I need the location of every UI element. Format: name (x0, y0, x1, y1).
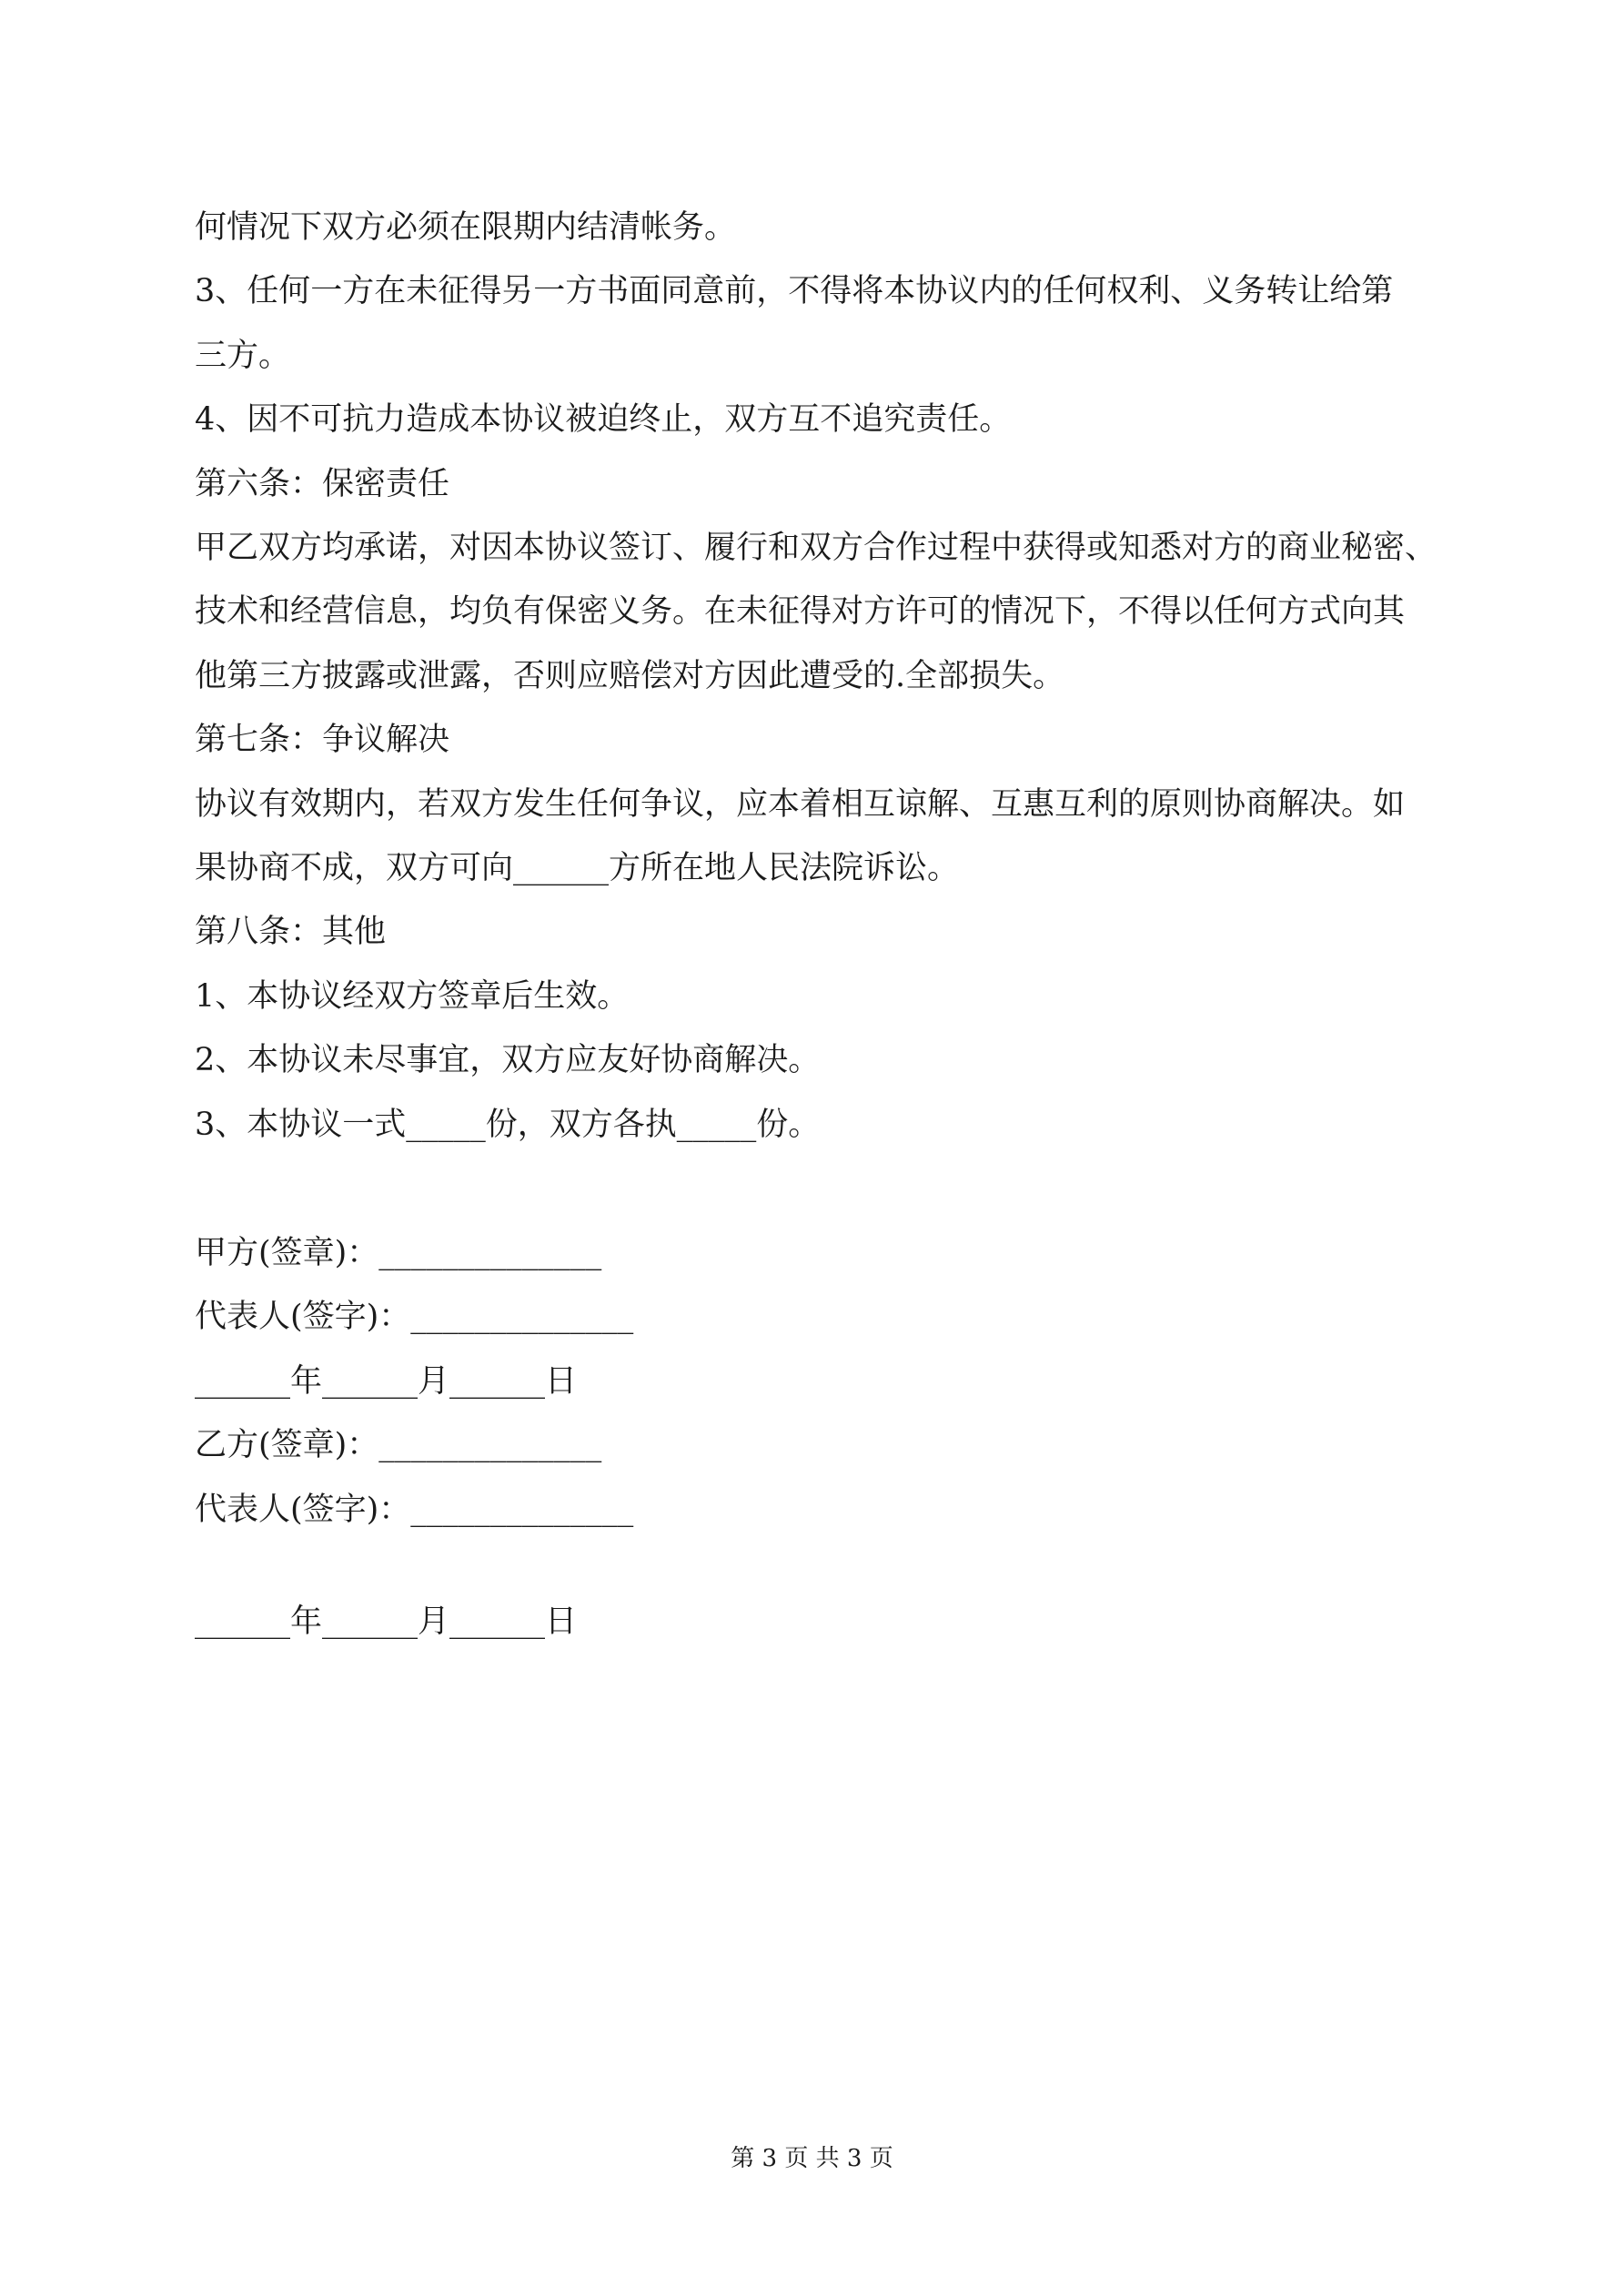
section-heading: 第八条：其他 (195, 914, 387, 950)
date-line-b: ______年______月______日 (195, 1603, 578, 1640)
signature-line-party-a: 甲方(签章)：______________ (195, 1235, 602, 1271)
date-line-a: ______年______月______日 (195, 1363, 578, 1400)
signature-line-representative-a: 代表人(签字)：______________ (195, 1299, 634, 1335)
paragraph-line: 果协商不成，双方可向______方所在地人民法院诉讼。 (195, 850, 960, 886)
paragraph-line: 技术和经营信息，均负有保密义务。在未征得对方许可的情况下，不得以任何方式向其 (195, 593, 1406, 630)
paragraph-line: 4、因不可抗力造成本协议被迫终止，双方互不追究责任。 (195, 401, 1012, 438)
signature-line-party-b: 乙方(签章)：______________ (195, 1427, 602, 1463)
section-heading: 第七条：争议解决 (195, 722, 450, 758)
page-number-footer: 第 3 页 共 3 页 (731, 2145, 893, 2172)
section-heading: 第六条：保密责任 (195, 466, 450, 502)
paragraph-line: 1、本协议经双方签章后生效。 (195, 978, 630, 1015)
paragraph-line: 三方。 (195, 338, 291, 374)
paragraph-line: 2、本协议未尽事宜，双方应友好协商解决。 (195, 1042, 821, 1078)
signature-line-representative-b: 代表人(签字)：______________ (195, 1492, 634, 1528)
paragraph-line: 甲乙双方均承诺，对因本协议签订、履行和双方合作过程中获得或知悉对方的商业秘密、 (195, 530, 1437, 566)
paragraph-line: 3、任何一方在未征得另一方书面同意前，不得将本协议内的任何权利、义务转让给第 (195, 273, 1394, 309)
paragraph-line: 协议有效期内，若双方发生任何争议，应本着相互谅解、互惠互利的原则协商解决。如 (195, 786, 1406, 823)
paragraph-line: 3、本协议一式_____份，双方各执_____份。 (195, 1107, 821, 1143)
paragraph-line: 何情况下双方必须在限期内结清帐务。 (195, 209, 737, 246)
paragraph-line: 他第三方披露或泄露，否则应赔偿对方因此遭受的.全部损失。 (195, 658, 1065, 694)
